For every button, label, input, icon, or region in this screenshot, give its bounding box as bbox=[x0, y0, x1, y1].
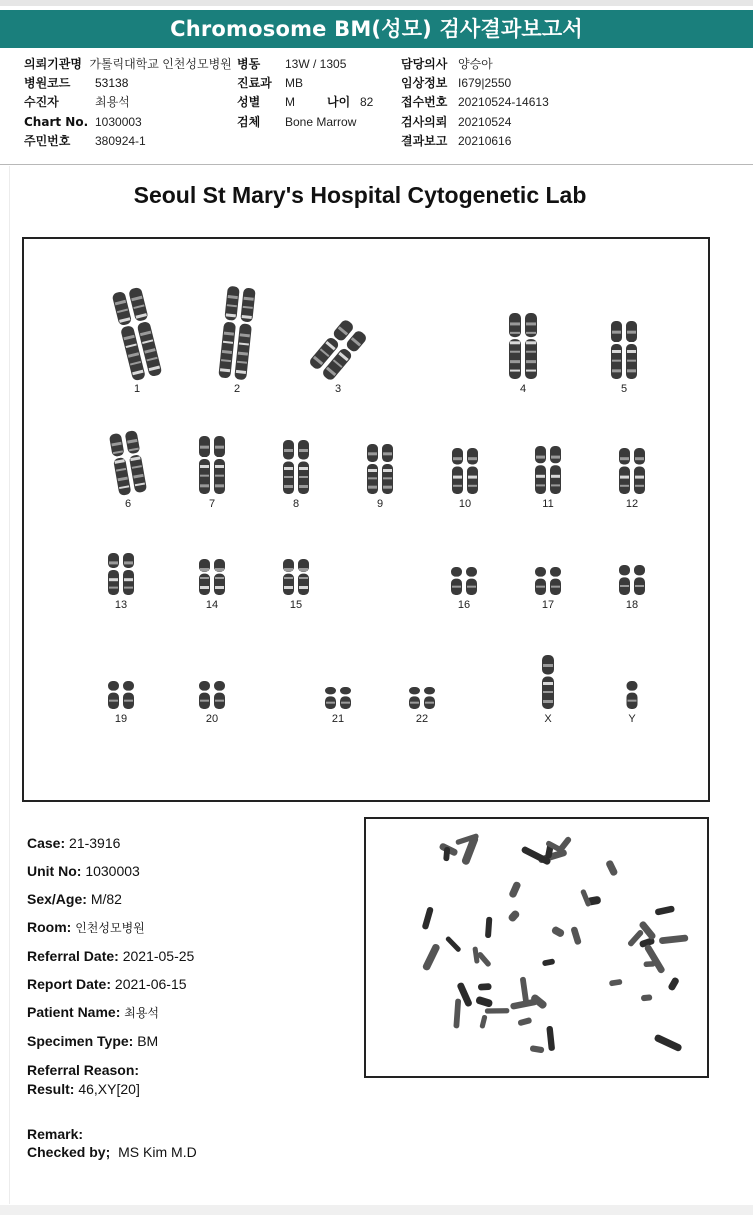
room-label: Room: bbox=[27, 919, 72, 935]
header-row-institution bbox=[24, 55, 232, 73]
chromosome-13-pair bbox=[108, 553, 134, 595]
chromosome-14-a-band bbox=[200, 568, 209, 571]
metaphase-chromosome bbox=[644, 944, 666, 975]
chromosome-10-a-band bbox=[453, 485, 462, 487]
chromosome-4-a-band bbox=[510, 341, 520, 344]
chromosome-15-b-band bbox=[299, 586, 308, 589]
chromosome-y-pair bbox=[627, 681, 638, 709]
karyogram bbox=[24, 239, 708, 805]
chromosome-4-b-band bbox=[526, 370, 536, 372]
chromosome-4-a-q-arm bbox=[509, 339, 521, 379]
chromosome-x-band bbox=[543, 682, 553, 685]
header-value-patient: 최용석 bbox=[95, 95, 130, 109]
chromosome-15-a-band bbox=[284, 568, 293, 571]
checked-by-value: MS Kim M.D bbox=[118, 1144, 197, 1160]
karyotype-label-2: 2 bbox=[233, 383, 241, 395]
referral-date-line bbox=[27, 948, 194, 964]
metaphase-chromosome bbox=[641, 994, 653, 1001]
chromosome-12-a-band bbox=[620, 476, 629, 479]
chromosome-12-a-band bbox=[620, 485, 629, 487]
chromosome-18-a-band bbox=[620, 585, 629, 587]
header-value-report-date: 20210616 bbox=[458, 134, 512, 148]
chromosome-19-b-band bbox=[124, 700, 133, 702]
chromosome-5-a-band bbox=[612, 350, 621, 353]
chromosome-9-b-band bbox=[383, 477, 392, 479]
chromosome-13-a-q-arm bbox=[108, 570, 119, 595]
chromosome-x-band bbox=[543, 664, 553, 667]
metaphase-chromosome bbox=[609, 979, 623, 987]
chromosome-22-b-p-arm bbox=[424, 687, 435, 694]
metaphase-chromosome bbox=[659, 934, 689, 944]
chromosome-17-b-band bbox=[551, 586, 560, 588]
metaphase-chromosome bbox=[546, 1026, 555, 1051]
chromosome-14-b-q-arm bbox=[214, 574, 225, 595]
chromosome-5-a-band bbox=[612, 360, 621, 362]
chromosome-9-b-band bbox=[383, 486, 392, 489]
chromosome-14-a-band bbox=[200, 577, 209, 579]
header-value-hospital-code: 53138 bbox=[95, 76, 129, 90]
report-date-line bbox=[27, 976, 187, 992]
header-label-receipt-no: 접수번호 bbox=[401, 95, 448, 109]
karyotype-label-7: 7 bbox=[208, 498, 216, 510]
chromosome-11-b-band bbox=[551, 475, 560, 478]
header-value-department: MB bbox=[285, 76, 303, 90]
chromosome-8-a-band bbox=[284, 485, 293, 488]
chromosome-15-b-q-arm bbox=[298, 574, 309, 595]
chromosome-11-pair bbox=[535, 446, 561, 494]
chromosome-17-b-p-arm bbox=[550, 567, 561, 577]
chromosome-17-a-p-arm bbox=[535, 567, 546, 577]
chromosome-21-b-p-arm bbox=[340, 687, 351, 694]
metaphase-chromosome bbox=[485, 1008, 510, 1014]
chromosome-8-b-band bbox=[299, 476, 308, 478]
metaphase-chromosome bbox=[605, 859, 619, 877]
chromosome-x-pair bbox=[542, 655, 554, 709]
chromosome-19-b-p-arm bbox=[123, 681, 134, 691]
chromosome-2-pair bbox=[218, 286, 255, 380]
karyotype-label-9: 9 bbox=[376, 498, 384, 510]
chromosome-22-pair bbox=[409, 687, 435, 709]
karyotype-label-4: 4 bbox=[519, 383, 527, 395]
header-label-ward: 병동 bbox=[237, 57, 261, 71]
chromosome-14-b-band bbox=[215, 586, 224, 589]
chromosome-10-b-band bbox=[468, 485, 477, 487]
chromosome-6-pair bbox=[109, 430, 147, 496]
chromosome-13-b-band bbox=[124, 561, 133, 564]
chromosome-5-b-band bbox=[627, 331, 636, 334]
chromosome-4-b-band bbox=[526, 351, 536, 353]
karyotype-label-5: 5 bbox=[620, 383, 628, 395]
chromosome-12-pair bbox=[619, 448, 645, 494]
header-label: 병원코드 bbox=[24, 76, 71, 90]
room-value: 인천성모병원 bbox=[75, 921, 145, 935]
header-label-report-date: 결과보고 bbox=[401, 134, 448, 148]
header-label-clinical-info: 임상정보 bbox=[401, 76, 448, 90]
chromosome-16-b-p-arm bbox=[466, 567, 477, 577]
unit-no-value: 1030003 bbox=[85, 863, 140, 879]
karyotype-label-20: 20 bbox=[205, 713, 219, 725]
header-value-age: 82 bbox=[360, 95, 374, 109]
remark-line bbox=[27, 1126, 83, 1142]
chromosome-20-a-band bbox=[200, 700, 209, 702]
chromosome-5-a-band bbox=[612, 331, 621, 334]
chromosome-7-b-band bbox=[215, 484, 224, 487]
chromosome-14-pair bbox=[199, 559, 225, 595]
metaphase-chromosome bbox=[479, 1014, 487, 1029]
specimen-type-label: Specimen Type: bbox=[27, 1033, 134, 1049]
chromosome-4-b-q-arm bbox=[525, 339, 537, 379]
chromosome-11-b-q-arm bbox=[550, 465, 561, 494]
header-value-specimen: Bone Marrow bbox=[285, 115, 357, 129]
chromosome-15-a-band bbox=[284, 586, 293, 589]
header-value: 가톨릭대학교 인천성모병원 bbox=[89, 57, 232, 71]
metaphase-chromosome bbox=[453, 998, 461, 1028]
chromosome-19-pair bbox=[108, 681, 134, 709]
chromosome-13-b-p-arm bbox=[123, 553, 134, 568]
karyotype-label-19: 19 bbox=[114, 713, 128, 725]
chromosome-12-a-band bbox=[620, 457, 629, 460]
karyotype-label-16: 16 bbox=[457, 599, 471, 611]
chromosome-20-b-p-arm bbox=[214, 681, 225, 691]
metaphase-chromosome bbox=[517, 1017, 532, 1026]
chromosome-20-b-band bbox=[215, 700, 224, 702]
result-line bbox=[27, 1081, 140, 1097]
chromosome-8-b-band bbox=[299, 485, 308, 488]
header-divider bbox=[0, 164, 753, 165]
karyotype-label-21: 21 bbox=[331, 713, 345, 725]
header-value-chart-no: 1030003 bbox=[95, 115, 142, 129]
referral-reason-label: Referral Reason: bbox=[27, 1062, 140, 1078]
chromosome-11-a-p-arm bbox=[535, 446, 546, 463]
chromosome-16-pair bbox=[451, 567, 477, 595]
chromosome-13-a-p-arm bbox=[108, 553, 119, 568]
chromosome-13-a-band bbox=[109, 578, 118, 581]
chromosome-10-a-band bbox=[453, 457, 462, 460]
karyotype-label-6: 6 bbox=[124, 498, 132, 510]
chromosome-18-a-p-arm bbox=[619, 565, 630, 575]
karyotype-label-13: 13 bbox=[114, 599, 128, 611]
chromosome-y-band bbox=[628, 700, 637, 702]
chromosome-9-a-band bbox=[368, 477, 377, 479]
karyotype-label-14: 14 bbox=[205, 599, 219, 611]
karyotype-label-22: 22 bbox=[415, 713, 429, 725]
chromosome-13-b-band bbox=[124, 587, 133, 589]
chromosome-11-a-q-arm bbox=[535, 465, 546, 494]
header-value-resident-no: 380924-1 bbox=[95, 134, 146, 148]
metaphase-chromosome bbox=[422, 943, 441, 972]
chromosome-9-b-band bbox=[383, 469, 392, 472]
chromosome-14-b-band bbox=[215, 577, 224, 579]
lab-title: Seoul St Mary's Hospital Cytogenetic Lab bbox=[133, 182, 587, 208]
chromosome-7-b-band bbox=[215, 446, 224, 449]
top-border bbox=[0, 0, 753, 6]
metaphase-spread bbox=[366, 819, 707, 1076]
chromosome-14-a-band bbox=[200, 586, 209, 589]
chromosome-7-b-band bbox=[215, 475, 224, 477]
bottom-border bbox=[0, 1205, 753, 1215]
chromosome-8-b-band bbox=[299, 467, 308, 470]
header-label-physician: 담당의사 bbox=[401, 57, 448, 71]
chromosome-18-b-p-arm bbox=[634, 565, 645, 575]
chromosome-4-b-band bbox=[526, 360, 536, 363]
metaphase-chromosome bbox=[667, 976, 680, 991]
chromosome-22-b-band bbox=[425, 702, 434, 704]
karyotype-label-3: 3 bbox=[334, 383, 342, 395]
chromosome-12-a-q-arm bbox=[619, 466, 630, 494]
chromosome-9-a-band bbox=[368, 452, 377, 455]
header-value-receipt-no: 20210524-14613 bbox=[458, 95, 549, 109]
chromosome-15-pair bbox=[283, 559, 309, 595]
referral-date-value: 2021-05-25 bbox=[122, 948, 195, 964]
chromosome-7-a-band bbox=[200, 446, 209, 449]
chromosome-13-b-q-arm bbox=[123, 570, 134, 595]
specimen-type-value: BM bbox=[137, 1033, 159, 1049]
chromosome-1-pair bbox=[112, 287, 163, 382]
unit-no-label: Unit No: bbox=[27, 863, 82, 879]
chromosome-8-a-band bbox=[284, 476, 293, 478]
checked-by-line bbox=[27, 1144, 197, 1160]
chromosome-8-a-band bbox=[284, 467, 293, 470]
chromosome-10-pair bbox=[452, 448, 478, 494]
chromosome-12-b-band bbox=[635, 476, 644, 479]
chromosome-7-a-band bbox=[200, 465, 209, 468]
metaphase-chromosome bbox=[643, 961, 655, 967]
report-date-value: 2021-06-15 bbox=[114, 976, 187, 992]
case-value: 21-3916 bbox=[69, 835, 121, 851]
unit-no-line bbox=[27, 863, 140, 879]
sex-age-label: Sex/Age: bbox=[27, 891, 87, 907]
metaphase-chromosome bbox=[485, 917, 492, 939]
chromosome-15-b-band bbox=[299, 568, 308, 571]
chromosome-19-a-band bbox=[109, 700, 118, 702]
chromosome-13-a-band bbox=[109, 561, 118, 564]
chromosome-16-b-band bbox=[467, 586, 476, 588]
karyotype-image bbox=[22, 237, 710, 802]
chromosome-13-b-band bbox=[124, 578, 133, 581]
chromosome-9-b-band bbox=[383, 452, 392, 455]
chromosome-9-pair bbox=[367, 444, 393, 494]
metaphase-chromosome bbox=[520, 977, 529, 1004]
karyotype-label-y: Y bbox=[628, 713, 636, 725]
patient-name-label: Patient Name: bbox=[27, 1004, 121, 1020]
chromosome-4-a-band bbox=[510, 332, 520, 334]
chromosome-10-b-band bbox=[468, 457, 477, 460]
chromosome-20-a-p-arm bbox=[199, 681, 210, 691]
header-value-clinical-info: I679|2550 bbox=[458, 76, 512, 90]
header-value-sex: M bbox=[285, 95, 295, 109]
chromosome-10-a-p-arm bbox=[452, 448, 463, 464]
metaphase-chromosome bbox=[508, 881, 521, 899]
chromosome-10-a-q-arm bbox=[452, 466, 463, 494]
chromosome-7-b-band bbox=[215, 465, 224, 468]
chromosome-21-b-band bbox=[341, 702, 350, 704]
chromosome-9-a-band bbox=[368, 486, 377, 489]
case-line bbox=[27, 835, 120, 851]
chromosome-7-a-band bbox=[200, 475, 209, 477]
chromosome-18-pair bbox=[619, 565, 645, 595]
chromosome-15-b-band bbox=[299, 577, 308, 579]
room-line bbox=[27, 919, 145, 936]
karyotype-label-18: 18 bbox=[625, 599, 639, 611]
metaphase-chromosome bbox=[422, 906, 434, 930]
chromosome-20-pair bbox=[199, 681, 225, 709]
chromosome-4-a-band bbox=[510, 351, 520, 353]
metaphase-chromosome bbox=[478, 983, 492, 990]
result-value: 46,XY[20] bbox=[78, 1081, 140, 1097]
report-date-label: Report Date: bbox=[27, 976, 112, 992]
chromosome-7-pair bbox=[199, 436, 225, 494]
remark-label: Remark: bbox=[27, 1126, 84, 1142]
patient-header bbox=[0, 52, 753, 164]
chromosome-16-a-band bbox=[452, 586, 461, 588]
chromosome-4-a-band bbox=[510, 370, 520, 372]
chromosome-10-a-band bbox=[453, 476, 462, 479]
header-label-chart-no: Chart No. bbox=[24, 115, 89, 129]
chromosome-12-b-band bbox=[635, 485, 644, 487]
chromosome-4-b-band bbox=[526, 341, 536, 344]
chromosome-13-a-band bbox=[109, 587, 118, 589]
chromosome-12-b-p-arm bbox=[634, 448, 645, 464]
karyotype-label-x: X bbox=[544, 713, 552, 725]
header-label-department: 진료과 bbox=[237, 76, 272, 90]
referral-reason-line bbox=[27, 1062, 139, 1078]
chromosome-18-b-band bbox=[635, 585, 644, 587]
chromosome-11-b-band bbox=[551, 484, 560, 486]
header-label-specimen: 검체 bbox=[237, 115, 261, 129]
chromosome-11-b-p-arm bbox=[550, 446, 561, 463]
chromosome-4-a-band bbox=[510, 360, 520, 363]
result-label: Result: bbox=[27, 1081, 75, 1097]
header-label: 의뢰기관명 bbox=[24, 57, 82, 71]
chromosome-11-a-band bbox=[536, 475, 545, 478]
chromosome-4-pair bbox=[509, 313, 537, 379]
metaphase-image bbox=[364, 817, 709, 1078]
chromosome-x-band bbox=[543, 691, 553, 693]
chromosome-9-a-band bbox=[368, 469, 377, 472]
chromosome-22-a-p-arm bbox=[409, 687, 420, 694]
patient-name-line bbox=[27, 1004, 159, 1021]
case-label: Case: bbox=[27, 835, 66, 851]
patient-name-value: 최용석 bbox=[124, 1006, 160, 1020]
chromosome-21-pair bbox=[325, 687, 351, 709]
header-label-request-date: 검사의뢰 bbox=[401, 115, 448, 129]
karyotype-label-15: 15 bbox=[289, 599, 303, 611]
karyotype-label-8: 8 bbox=[292, 498, 300, 510]
chromosome-y-p-arm bbox=[627, 681, 638, 691]
chromosome-8-pair bbox=[283, 440, 309, 494]
header-value-ward: 13W / 1305 bbox=[285, 57, 347, 71]
chromosome-21-a-p-arm bbox=[325, 687, 336, 694]
chromosome-3-pair bbox=[308, 318, 368, 382]
chromosome-5-a-band bbox=[612, 369, 621, 372]
chromosome-11-a-band bbox=[536, 484, 545, 486]
chromosome-5-pair bbox=[611, 321, 637, 379]
chromosome-12-b-q-arm bbox=[634, 466, 645, 494]
karyotype-label-11: 11 bbox=[542, 498, 554, 510]
chromosome-14-a-q-arm bbox=[199, 574, 210, 595]
chromosome-19-a-p-arm bbox=[108, 681, 119, 691]
karyotype-label-12: 12 bbox=[625, 498, 639, 510]
sex-age-value: M/82 bbox=[90, 891, 122, 907]
chromosome-5-b-band bbox=[627, 369, 636, 372]
chromosome-8-a-band bbox=[284, 449, 293, 452]
chromosome-17-a-band bbox=[536, 586, 545, 588]
header-label-age: 나이 bbox=[327, 95, 351, 109]
metaphase-chromosome bbox=[445, 936, 462, 953]
chromosome-8-b-band bbox=[299, 449, 308, 452]
specimen-type-line bbox=[27, 1033, 158, 1049]
karyotype-label-10: 10 bbox=[458, 498, 472, 510]
chromosome-4-b-band bbox=[526, 322, 536, 325]
header-label-resident-no: 주민번호 bbox=[24, 134, 71, 148]
chromosome-11-b-band bbox=[551, 456, 560, 459]
header-row-hospital-code bbox=[24, 74, 70, 92]
chromosome-5-b-band bbox=[627, 360, 636, 362]
chromosome-10-b-band bbox=[468, 476, 477, 479]
chromosome-22-a-band bbox=[410, 702, 419, 704]
chromosome-7-a-band bbox=[200, 484, 209, 487]
chromosome-15-a-q-arm bbox=[283, 574, 294, 595]
chromosome-21-a-band bbox=[326, 702, 335, 704]
metaphase-chromosome bbox=[655, 905, 676, 915]
metaphase-chromosome bbox=[507, 909, 521, 923]
chromosome-12-a-p-arm bbox=[619, 448, 630, 464]
chromosome-16-a-p-arm bbox=[451, 567, 462, 577]
header-label-patient: 수진자 bbox=[24, 95, 59, 109]
karyogram-drawing bbox=[24, 239, 708, 800]
report-title: Chromosome BM(성모) 검사결과보고서 bbox=[0, 10, 753, 48]
sex-age-line bbox=[27, 891, 122, 907]
header-label-sex: 성별 bbox=[237, 95, 261, 109]
chromosome-10-b-p-arm bbox=[467, 448, 478, 464]
metaphase-chromosome bbox=[475, 996, 493, 1008]
metaphase-chromosome bbox=[551, 925, 566, 938]
metaphase-chromosome bbox=[570, 926, 582, 945]
chromosome-15-a-band bbox=[284, 577, 293, 579]
header-value-request-date: 20210524 bbox=[458, 115, 512, 129]
referral-date-label: Referral Date: bbox=[27, 948, 119, 964]
metaphase-chromosome bbox=[542, 958, 555, 966]
chromosome-4-b-band bbox=[526, 332, 536, 334]
chromosome-17-pair bbox=[535, 567, 561, 595]
chromosome-11-a-band bbox=[536, 456, 545, 459]
karyotype-label-1: 1 bbox=[133, 383, 141, 395]
chromosome-x-band bbox=[543, 700, 553, 703]
chromosome-4-a-band bbox=[510, 322, 520, 325]
chromosome-10-b-q-arm bbox=[467, 466, 478, 494]
chromosome-5-b-band bbox=[627, 350, 636, 353]
metaphase-chromosome bbox=[653, 1034, 682, 1053]
header-value-physician: 양승아 bbox=[458, 57, 493, 71]
metaphase-chromosome bbox=[530, 1045, 545, 1053]
karyotype-label-17: 17 bbox=[541, 599, 555, 611]
checked-by-label: Checked by; bbox=[27, 1144, 111, 1160]
chromosome-12-b-band bbox=[635, 457, 644, 460]
chromosome-14-b-band bbox=[215, 568, 224, 571]
